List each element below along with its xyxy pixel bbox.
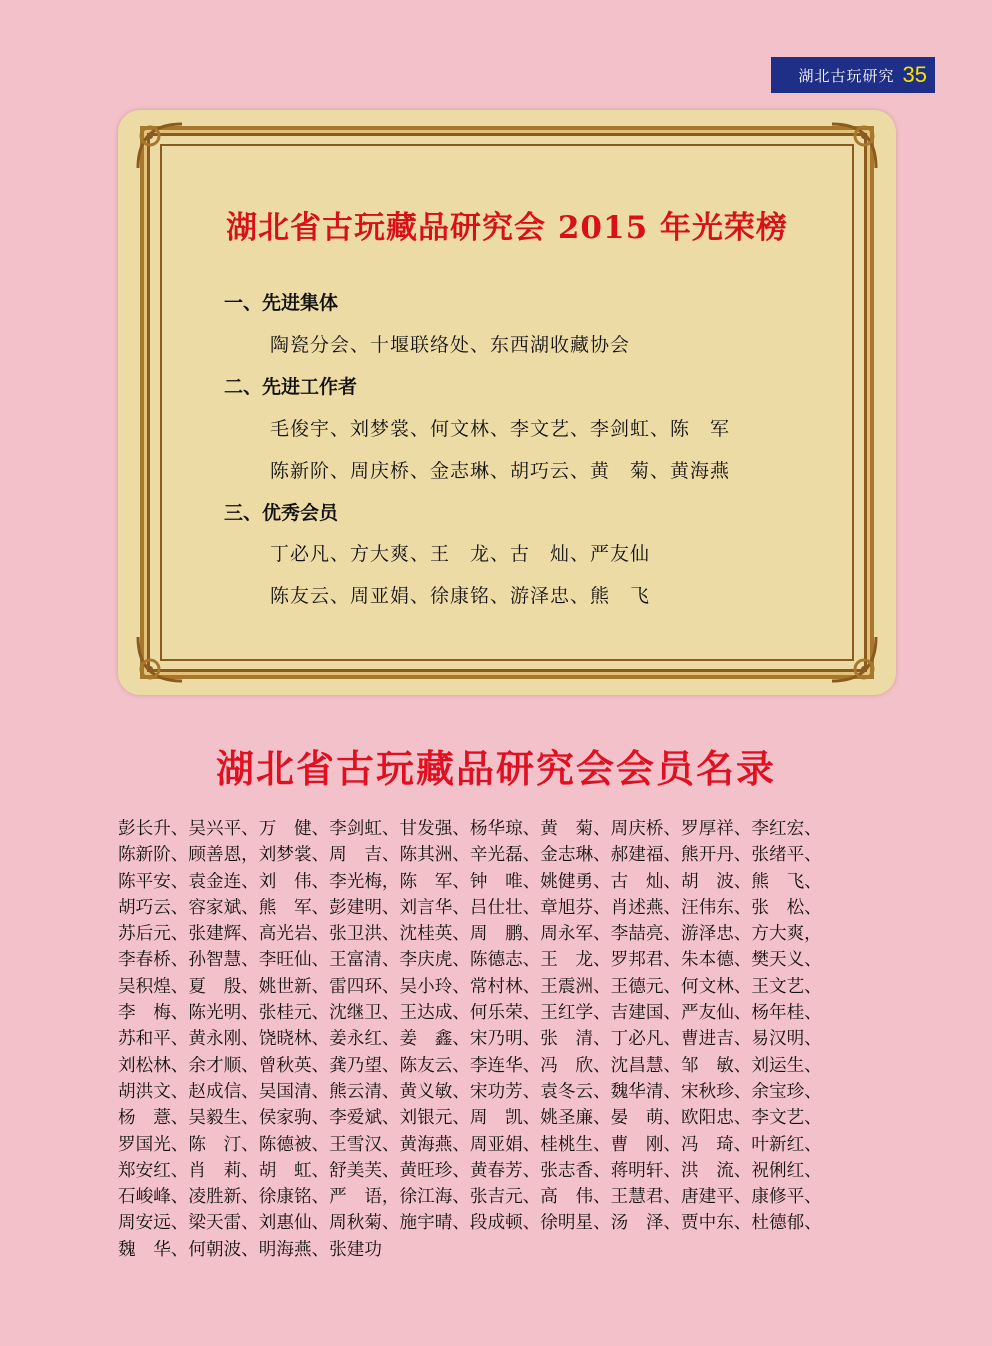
corner-ornament-icon [134, 633, 186, 685]
roster-line: 吴积煌、夏 殷、姚世新、雷四环、吴小玲、常村林、王震洲、王德元、何文林、王文艺、 [118, 976, 822, 997]
section-line: 陈友云、周亚娟、徐康铭、游泽忠、熊 飞 [270, 585, 651, 607]
roster-line: 彭长升、吴兴平、万 健、李剑虹、甘发强、杨华琼、黄 菊、周庆桥、罗厚祥、李红宏、 [118, 819, 822, 839]
section-line: 毛俊宇、刘梦裳、何文林、李文艺、李剑虹、陈 军 [270, 418, 731, 440]
section-heading-collective: 一、先进集体 [224, 292, 339, 314]
roster-line: 李 梅、陈光明、张桂元、沈继卫、王达成、何乐荣、王红学、吉建国、严友仙、杨年桂、 [118, 1003, 822, 1024]
roster-line: 石峻峰、凌胜新、徐康铭、严 语，徐江海、张吉元、高 伟、王慧君、唐建平、康修平、 [118, 1187, 822, 1208]
roster-line: 魏 华、何朝波、明海燕、张建功 [118, 1239, 382, 1260]
roster-line: 罗国光、陈 汀、陈德被、王雪汉、黄海燕、周亚娟、桂桃生、曹 刚、冯 琦、叶新红、 [118, 1134, 822, 1155]
roster-line: 陈新阶、顾善恩，刘梦裳、周 吉、陈其洲、辛光磊、金志琳、郝建福、熊开丹、张绪平、 [118, 845, 822, 866]
section-line: 陈新阶、周庆桥、金志琳、胡巧云、黄 菊、黄海燕 [270, 460, 731, 482]
roster-line: 杨 薏、吴毅生、侯家驹、李爱斌、刘银元、周 凯、姚圣廉、晏 萌、欧阳忠、李文艺、 [118, 1108, 822, 1129]
magazine-name: 湖北古玩研究 [798, 66, 895, 85]
corner-ornament-icon [828, 633, 880, 685]
corner-ornament-icon [828, 120, 880, 172]
roster-line: 胡巧云、容家斌、熊 军、彭建明、刘言华、吕仕壮、章旭芬、肖述燕、汪伟东、张 松、 [118, 897, 822, 918]
roster-line: 周安远、梁天雷、刘惠仙、周秋菊、施宇晴、段成顿、徐明星、汤 泽、贾中东、杜德郁、 [118, 1213, 822, 1234]
section-line: 丁必凡、方大爽、王 龙、古 灿、严友仙 [270, 543, 651, 565]
section-heading-members: 三、优秀会员 [224, 502, 339, 524]
honor-plaque [118, 110, 896, 695]
roster-title: 湖北省古玩藏品研究会会员名录 [215, 747, 776, 791]
corner-ornament-icon [134, 120, 186, 172]
roster-line: 郑安红、肖 莉、胡 虹、舒美芙、黄旺珍、黄春芳、张志香、蒋明轩、洪 流、祝俐红、 [118, 1160, 822, 1181]
roster-line: 李春桥、孙智慧、李旺仙、王富清、李庆虎、陈德志、王 龙、罗邦君、朱本德、樊天义、 [118, 950, 822, 971]
roster-line: 胡洪文、赵成信、吴国清、熊云清、黄义敏、宋功芳、袁冬云、魏华清、宋秋珍、余宝珍、 [118, 1081, 822, 1102]
plaque-title: 湖北省古玩藏品研究会 2015 年光荣榜 [226, 210, 788, 246]
roster-line: 刘松林、余才顺、曾秋英、龚乃望、陈友云、李连华、冯 欣、沈昌慧、邹 敏、刘运生、 [118, 1055, 822, 1076]
roster-line: 苏和平、黄永刚、饶晓林、姜永红、姜 鑫、宋乃明、张 清、丁必凡、曹进吉、易汉明、 [118, 1029, 822, 1050]
roster-line: 陈平安、袁金连、刘 伟、李光梅，陈 军、钟 唯、姚健勇、古 灿、胡 波、熊 飞、 [118, 871, 822, 892]
page-number: 35 [902, 62, 927, 87]
roster-line: 苏后元、张建辉、高光岩、张卫洪、沈桂英、周 鹏、周永军、李喆亮、游泽忠、方大爽， [118, 924, 822, 945]
page-header-tab [771, 57, 935, 93]
section-line: 陶瓷分会、十堰联络处、东西湖收藏协会 [270, 334, 631, 356]
section-heading-workers: 二、先进工作者 [224, 376, 358, 398]
member-roster [118, 816, 918, 1263]
